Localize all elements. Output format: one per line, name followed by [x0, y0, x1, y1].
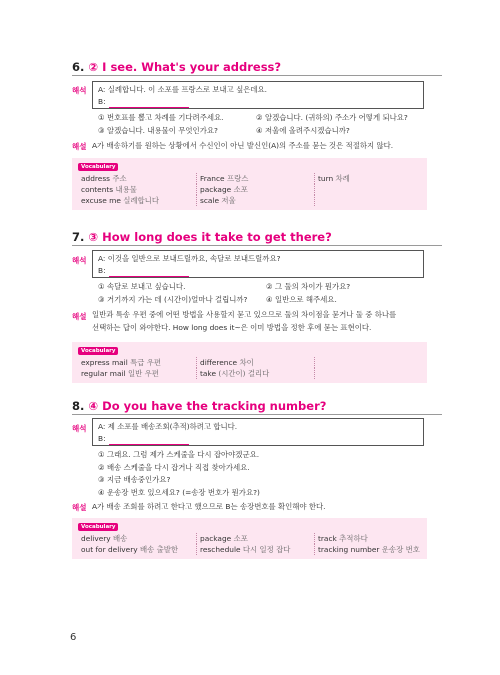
vocab-item: scale 저울 [196, 195, 314, 206]
vocab-item [314, 195, 420, 206]
divider [72, 245, 442, 246]
dialogue-box [92, 81, 424, 109]
option-4: ④ 저울에 올려주시겠습니까? [256, 125, 350, 135]
question-8-title [72, 399, 442, 413]
question-6-title [72, 60, 442, 74]
dialogue-line-a: A: 실례합니다. 이 소포를 프랑스로 보내고 싶은데요. [98, 85, 267, 94]
vocab-item: turn 차례 [314, 173, 420, 184]
explanation-text [92, 308, 432, 334]
dialogue-box [92, 418, 424, 446]
explanation-text: A가 배송 조회를 하려고 한다고 했으므로 B는 송장번호를 확인해야 한다. [92, 502, 326, 511]
option-2: ② 그 둘의 차이가 뭔가요? [266, 282, 351, 291]
explanation-label: 해설 [72, 312, 87, 321]
vocab-item: contents 내용물 [81, 185, 137, 194]
option-1: ① 속달로 보내고 싶습니다. [98, 282, 186, 291]
answer-mark: ② [88, 60, 99, 74]
vocab-item [314, 357, 420, 368]
vocabulary-box [72, 158, 427, 210]
option-4: ④ 운송장 번호 있으세요? (=송장 번호가 뭔가요?) [98, 487, 260, 497]
vocab-item: track 추적하다 [314, 533, 420, 544]
vocab-item: package 소포 [196, 184, 314, 195]
question-number: 7. [72, 230, 85, 244]
translation-label: 해석 [72, 256, 87, 265]
vocabulary-box [72, 342, 427, 383]
dialogue-line-b: B: [98, 97, 106, 106]
vocab-item [314, 368, 420, 379]
translation-label: 해석 [72, 86, 87, 95]
option-1: ① 번호표를 뽑고 차례를 기다려주세요. [98, 113, 224, 122]
dialogue-line-b: B: [98, 434, 106, 443]
vocab-item [314, 184, 420, 195]
question-number: 6. [72, 60, 85, 74]
option-3: ③ 알겠습니다. 내용물이 무엇인가요? [98, 125, 218, 135]
answer-options [98, 112, 436, 137]
answer-options [98, 449, 260, 499]
question-7-title [72, 230, 442, 244]
vocab-item: France 프랑스 [196, 173, 314, 184]
vocab-item: regular mail 일반 우편 [81, 369, 159, 378]
vocabulary-tag: Vocabulary [78, 163, 118, 171]
explanation-text: A가 배송하기를 원하는 상황에서 수신인이 아닌 발신인(A)의 주소를 묻는 것은 적절하지 않다. [92, 141, 394, 150]
vocab-item: address 주소 [81, 174, 127, 183]
vocab-item: reschedule 다시 일정 잡다 [196, 544, 314, 555]
answer-options [98, 281, 446, 306]
explanation-line: 일반과 특송 우편 중에 어떤 방법을 사용할지 묻고 있으므로 둘의 차이점을 묻거나 둘 중 하나를 [92, 310, 397, 319]
option-4: ④ 일반으로 해주세요. [266, 294, 337, 304]
vocabulary-tag: Vocabulary [78, 523, 118, 531]
question-title-text: How long does it take to get there? [102, 230, 332, 244]
page-number: 6 [70, 632, 77, 643]
answer-mark: ④ [88, 399, 99, 413]
dialogue-line-a: A: 이것을 일반으로 보내드릴까요, 속달로 보내드릴까요? [98, 254, 281, 263]
answer-blank [109, 436, 189, 445]
vocab-item: package 소포 [196, 533, 314, 544]
option-2: ② 알겠습니다. (귀하의) 주소가 어떻게 되나요? [256, 113, 408, 122]
divider [72, 414, 442, 415]
dialogue-box [92, 250, 424, 278]
question-title-text: I see. What's your address? [102, 60, 282, 74]
question-title-text: Do you have the tracking number? [102, 399, 327, 413]
vocab-item: out for delivery 배송 출발한 [81, 545, 179, 554]
answer-blank [109, 99, 189, 108]
option-3: ③ 지금 배송중인가요? [98, 475, 171, 484]
question-number: 8. [72, 399, 85, 413]
option-3: ③ 거기까지 가는 데 (시간이)얼마나 걸립니까? [98, 294, 248, 304]
explanation-label: 해설 [72, 142, 87, 151]
explanation-label: 해설 [72, 503, 87, 512]
vocabulary-tag: Vocabulary [78, 347, 118, 355]
dialogue-line-b: B: [98, 266, 106, 275]
vocab-item: tracking number 운송장 번호 [314, 544, 420, 555]
explanation-line: 선택하는 답이 와야한다. How long does it~은 이미 방법을 정한 후에 묻는 표현이다. [92, 323, 372, 332]
answer-mark: ③ [88, 230, 99, 244]
vocab-item: express mail 특급 우편 [81, 358, 162, 367]
translation-label: 해석 [72, 424, 87, 433]
vocabulary-box [72, 518, 427, 559]
vocab-item: take (시간이) 걸리다 [196, 368, 314, 379]
option-2: ② 배송 스케줄을 다시 잡거나 직접 찾아가세요. [98, 462, 250, 472]
dialogue-line-a: A: 제 소포를 배송조회(추적)하려고 합니다. [98, 422, 238, 431]
vocab-item: difference 차이 [196, 357, 314, 368]
option-1: ① 그래요. 그럼 제가 스케줄을 다시 잡아야겠군요. [98, 450, 260, 459]
vocab-item: delivery 배송 [81, 534, 128, 543]
vocab-item: excuse me 실례합니다 [81, 196, 159, 205]
divider [72, 75, 442, 76]
answer-blank [109, 268, 189, 277]
